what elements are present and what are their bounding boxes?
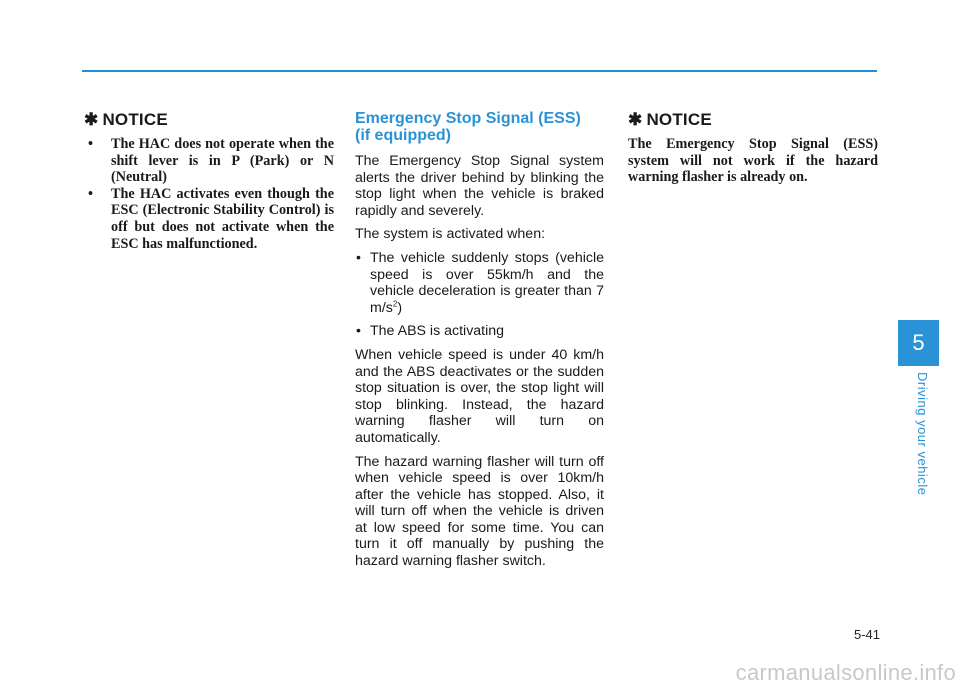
watermark-text: carmanualsonline.info <box>735 660 956 685</box>
notice-ess-column <box>628 110 878 186</box>
ess-activated-when: The system is activated when: <box>355 226 546 243</box>
notice-ess-text: The Emergency Stop Signal (ESS) system will not work if the hazard warning flasher is already on. <box>628 136 878 186</box>
list-item: • The ABS is activating <box>355 323 604 340</box>
top-divider-rule <box>82 70 877 72</box>
notice-star-icon: ✱ <box>84 110 99 129</box>
unit-superscript: 2 <box>392 299 398 309</box>
ess-section-heading <box>355 110 604 144</box>
ess-section-column <box>355 110 604 577</box>
page-number: 5-41 <box>853 627 880 642</box>
chapter-number-tab: 5 <box>898 320 939 366</box>
notice-title-text: NOTICE <box>102 110 168 129</box>
notice-title-text: NOTICE <box>646 110 712 129</box>
condition-text: The vehicle suddenly stops (vehicle speed is over 55km/h and the vehicle deceleration is greater than 7 m/s <box>370 249 604 316</box>
notice-heading <box>84 110 334 130</box>
ess-heading-line2: (if equipped) <box>355 127 451 144</box>
chapter-title-label: Driving your vehicle <box>915 372 930 496</box>
ess-stop-paragraph: When vehicle speed is under 40 km/h and the ABS deactivates or the sudden stop situation is over, the stop light will stop blinking. Instead, the hazard warning flasher will turn on automatically. <box>355 346 604 446</box>
notice-bullet-list <box>84 136 334 252</box>
condition-suffix: ) <box>397 299 403 316</box>
list-item <box>355 250 604 316</box>
ess-heading-line1: Emergency Stop Signal (ESS) <box>355 110 581 127</box>
ess-off-paragraph: The hazard warning flasher will turn off when vehicle speed is over 10km/h after the vehicle has stopped. Also, it will turn off when the vehicle is driven at low speed for some time. You can turn it off manually by pushing the hazard warning flasher switch. <box>355 453 604 570</box>
list-item: • The HAC activates even though the ESC (Electronic Stability Control) is off but does not activate when the ESC has malfunctioned. <box>84 186 334 252</box>
notice-hac-column <box>84 110 334 252</box>
notice-star-icon: ✱ <box>628 110 643 129</box>
ess-intro-paragraph: The Emergency Stop Signal system alerts the driver behind by blinking the stop light when the vehicle is braked rapidly and severely. <box>355 153 604 219</box>
ess-conditions-list <box>355 250 604 340</box>
list-item: • The HAC does not operate when the shift lever is in P (Park) or N (Neutral) <box>84 136 334 186</box>
notice-heading <box>628 110 878 130</box>
